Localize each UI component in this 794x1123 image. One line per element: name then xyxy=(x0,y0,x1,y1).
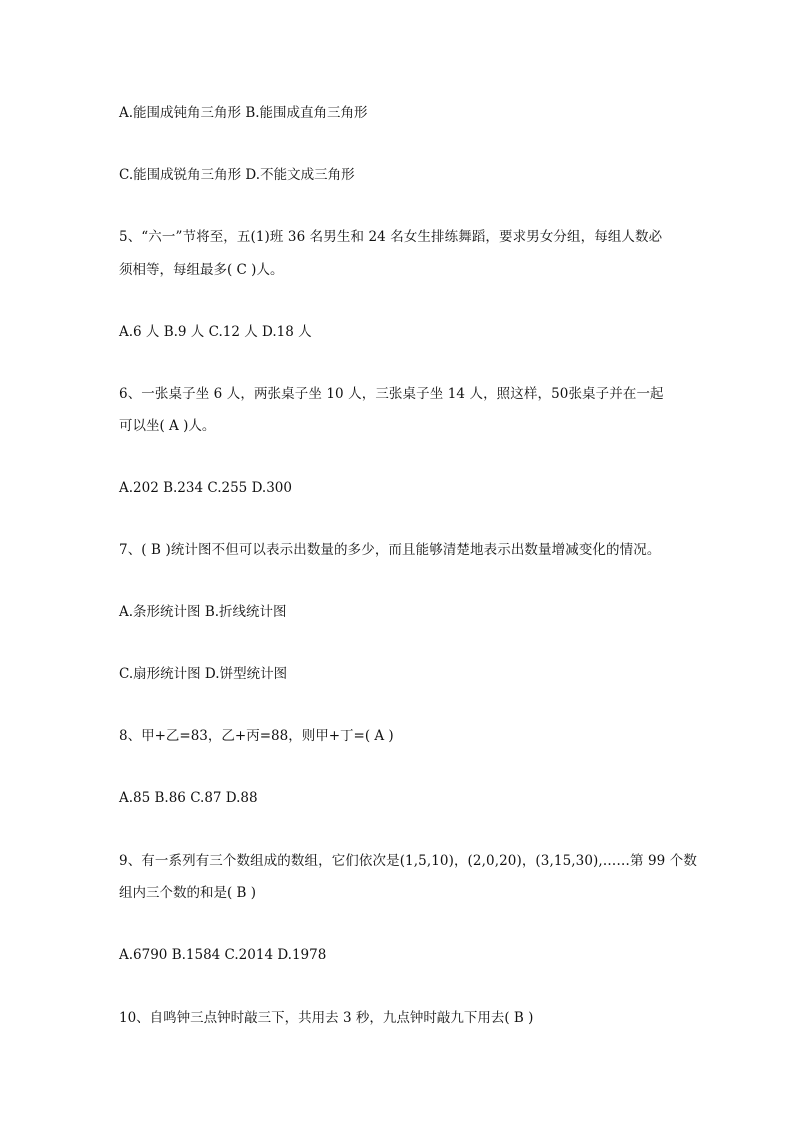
q9-text-line1: 9、有一系列有三个数组成的数组，它们依次是(1,5,10)，(2,0,20)，(3,15,30),……第 99 个数 xyxy=(119,853,697,869)
q7-options-cd: C.扇形统计图 D.饼型统计图 xyxy=(119,666,288,682)
q6-options: A.202 B.234 C.255 D.300 xyxy=(119,480,292,496)
q8-options: A.85 B.86 C.87 D.88 xyxy=(119,790,258,806)
q5-text-line2: 须相等，每组最多( C )人。 xyxy=(119,262,284,278)
q9-text-line2: 组内三个数的和是( B ) xyxy=(119,885,257,901)
q10-text: 10、自鸣钟三点钟时敲三下，共用去 3 秒，九点钟时敲九下用去( B ) xyxy=(119,1010,534,1026)
q7-options-ab: A.条形统计图 B.折线统计图 xyxy=(119,604,287,620)
q5-options: A.6 人 B.9 人 C.12 人 D.18 人 xyxy=(119,324,312,340)
q5-text-line1: 5、“六一”节将至，五(1)班 36 名男生和 24 名女生排练舞蹈，要求男女分组，每组人数必 xyxy=(119,229,663,245)
q4-options-ab: A.能围成钝角三角形 B.能围成直角三角形 xyxy=(119,105,368,121)
q9-options: A.6790 B.1584 C.2014 D.1978 xyxy=(119,947,327,963)
q7-text: 7、( B )统计图不但可以表示出数量的多少，而且能够清楚地表示出数量增减变化的情况。 xyxy=(119,542,661,558)
q6-text-line2: 可以坐( A )人。 xyxy=(119,418,216,434)
q4-options-cd: C.能围成锐角三角形 D.不能文成三角形 xyxy=(119,167,355,183)
q6-text-line1: 6、一张桌子坐 6 人，两张桌子坐 10 人，三张桌子坐 14 人，照这样，50张桌子并在一起 xyxy=(119,386,664,402)
q8-text: 8、甲+乙=83，乙+丙=88，则甲+丁=( A ) xyxy=(119,728,394,744)
